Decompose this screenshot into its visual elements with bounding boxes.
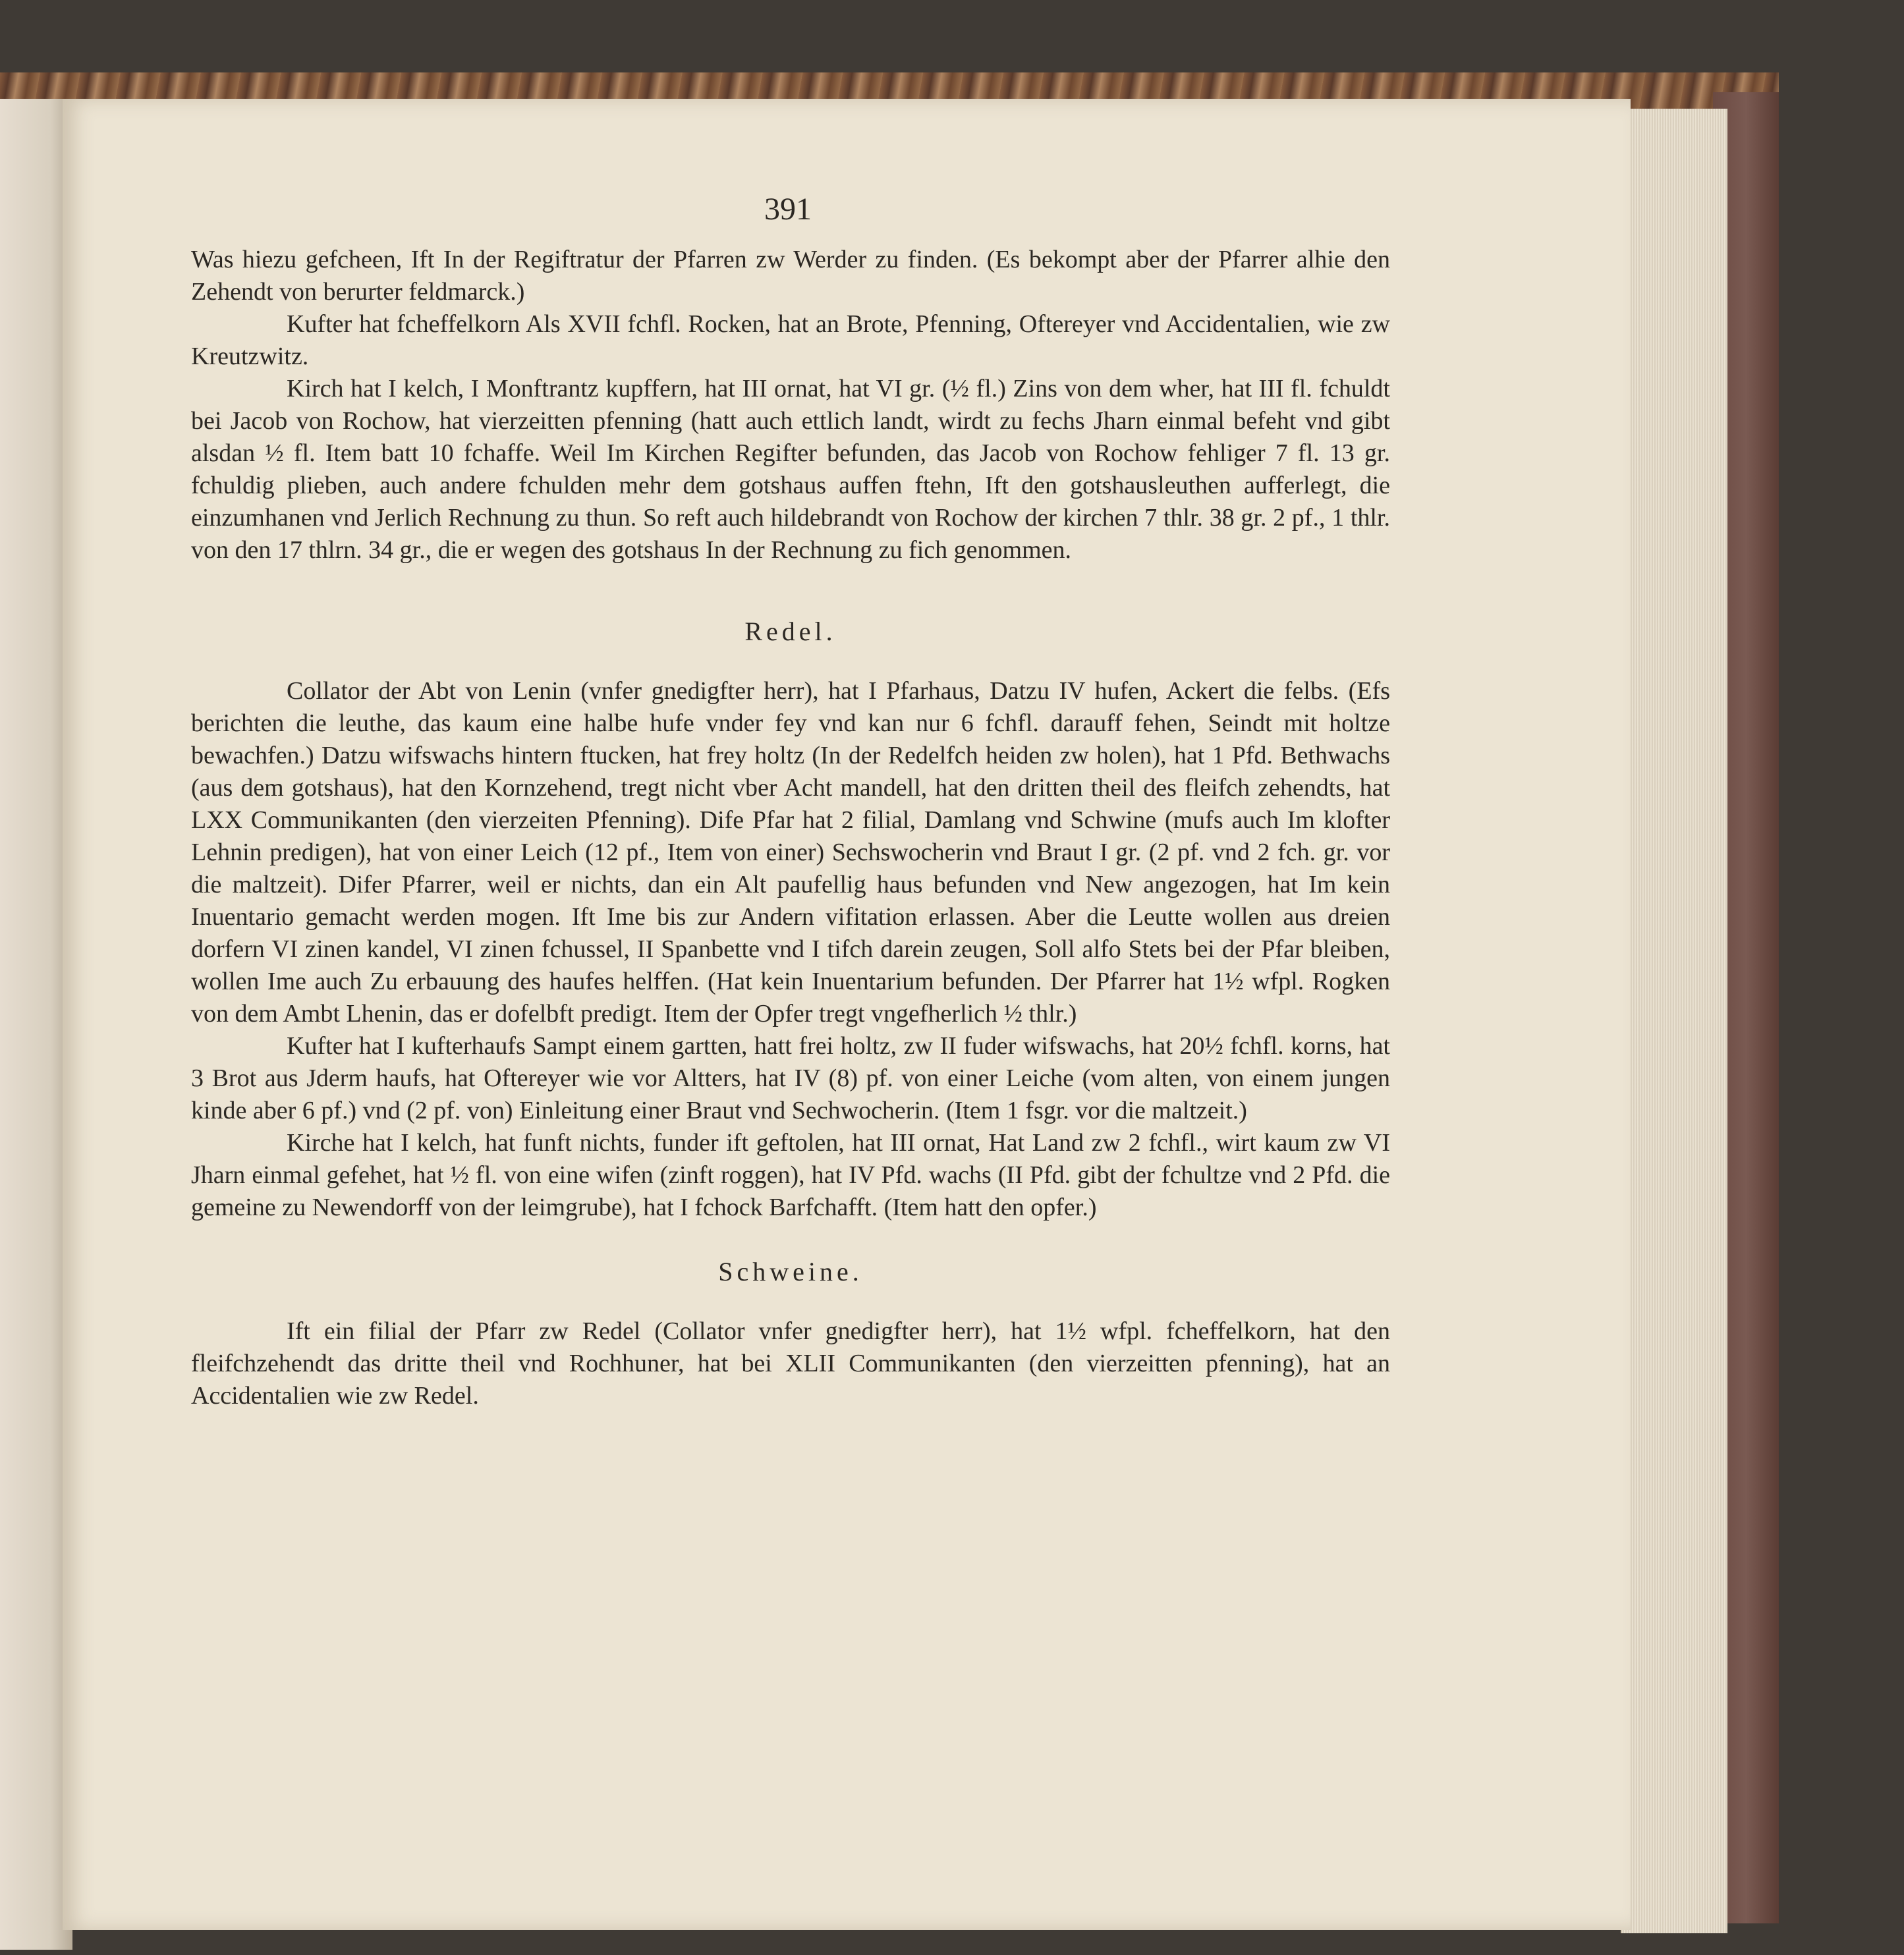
paragraph: Was hiezu gefcheen, Ift In der Regiftratur der Pfarren zw Werder zu finden. (Es bekompt aber der Pfarrer alhie den Zehendt von berurter feldmarck.) <box>191 246 1390 306</box>
paragraph: Collator der Abt von Lenin (vnfer gnedigfter herr), hat I Pfarhaus, Datzu IV hufen, Ackert die felbs. (Efs berichten die leuthe, das kaum eine halbe hufe vnder fey vnd kan nur 6 fchfl. darauff fehen, Seindt mit holtze bewachfen.) Datzu wifswachs hintern ftucken, hat frey holtz (In der Redelfch heiden zw holen), hat 1 Pfd. Bethwachs (aus dem gotshaus), hat den Kornzehend, tregt nicht vber Acht mandell, hat den dritten theil des fleifch zehendts, hat LXX Communikanten (den vierzeiten Pfenning). Dife Pfar hat 2 filial, Damlang vnd Schwine (mufs auch Im klofter Lehnin predigen), hat von einer Leich (12 pf., Item von einer) Sechswocherin vnd Braut I gr. (2 pf. vnd 2 fch. gr. vor die maltzeit). Difer Pfarrer, weil er nichts, dan ein Alt paufellig haus befunden vnd New angezogen, hat Im kein Inuentario gemacht werden mogen. Ift Ime bis zur Andern vifitation erlassen. Aber die Leutte wollen aus dreien dorfern VI zinen kandel, VI zinen fchussel, II Spanbette vnd I tifch darein zeugen, Soll alfo Stets bei der Pfar bleiben, wollen Ime auch Zu erbauung des haufes helffen. (Hat kein Inuentarium befunden. Der Pfarrer hat 1½ wfpl. Rogken von dem Ambt Lhenin, das er dofelbft predigt. Item der Opfer tregt vngefherlich ½ thlr.) <box>191 677 1390 1028</box>
paragraph: Kufter hat I kufterhaufs Sampt einem gartten, hatt frei holtz, zw II fuder wifswachs, hat 20½ fchfl. korns, hat 3 Brot aus Jderm haufs, hat Oftereyer wie vor Altters, hat IV (8) pf. von einer Leiche (vom alten, von einem jungen kinde aber 6 pf.) vnd (2 pf. von) Einleitung einer Braut vnd Sechwocherin. (Item 1 fsgr. vor die maltzeit.) <box>191 1032 1390 1124</box>
paragraph: Kirche hat I kelch, hat funft nichts, funder ift geftolen, hat III ornat, Hat Land zw 2 fchfl., wirt kaum zw VI Jharn einmal gefehet, hat ½ fl. von eine wifen (zinft roggen), hat IV Pfd. wachs (II Pfd. gibt der fchultze vnd 2 Pfd. die gemeine zu Newendorff von der leimgrube), hat I fchock Barfchafft. (Item hatt den opfer.) <box>191 1129 1390 1221</box>
page-stack-edges <box>1621 109 1727 1933</box>
paragraph: Ift ein filial der Pfarr zw Redel (Collator vnfer gnedigfter herr), hat 1½ wfpl. fcheffelkorn, hat den fleifchzehendt das dritte theil vnd Rochhuner, hat bei XLII Communikanten (den vierzeitten pfenning), hat an Accidentalien wie zw Redel. <box>191 1317 1390 1410</box>
page-number: 391 <box>764 192 812 227</box>
facing-page-edge <box>0 99 72 1950</box>
paragraph: Kirch hat I kelch, I Monftrantz kupffern, hat III ornat, hat VI gr. (½ fl.) Zins von dem wher, hat III fl. fchuldt bei Jacob von Rochow, hat vierzeitten pfenning (hatt auch ettlich landt, wirdt zu fechs Jharn einmal befeht vnd gibt alsdan ½ fl. Item batt 10 fchaffe. Weil Im Kirchen Regifter befunden, das Jacob von Rochow fehliger 7 fl. 13 gr. fchuldig plieben, auch andere fchulden mehr dem gotshaus auffen ftehn, Ift den gotshausleuthen aufferlegt, die einzumhanen vnd Jerlich Rechnung zu thun. So reft auch hildebrandt von Rochow der kirchen 7 thlr. 38 gr. 2 pf., 1 thlr. von den 17 thlrn. 34 gr., die er wegen des gotshaus In der Rechnung zu fich genommen. <box>191 375 1390 564</box>
page-text <box>191 244 1390 1412</box>
paragraph: Kufter hat fcheffelkorn Als XVII fchfl. Rocken, hat an Brote, Pfenning, Oftereyer vnd Accidentalien, wie zw Kreutzwitz. <box>191 310 1390 370</box>
section-heading: Redel. <box>744 617 837 646</box>
section-heading: Schweine. <box>718 1257 863 1286</box>
